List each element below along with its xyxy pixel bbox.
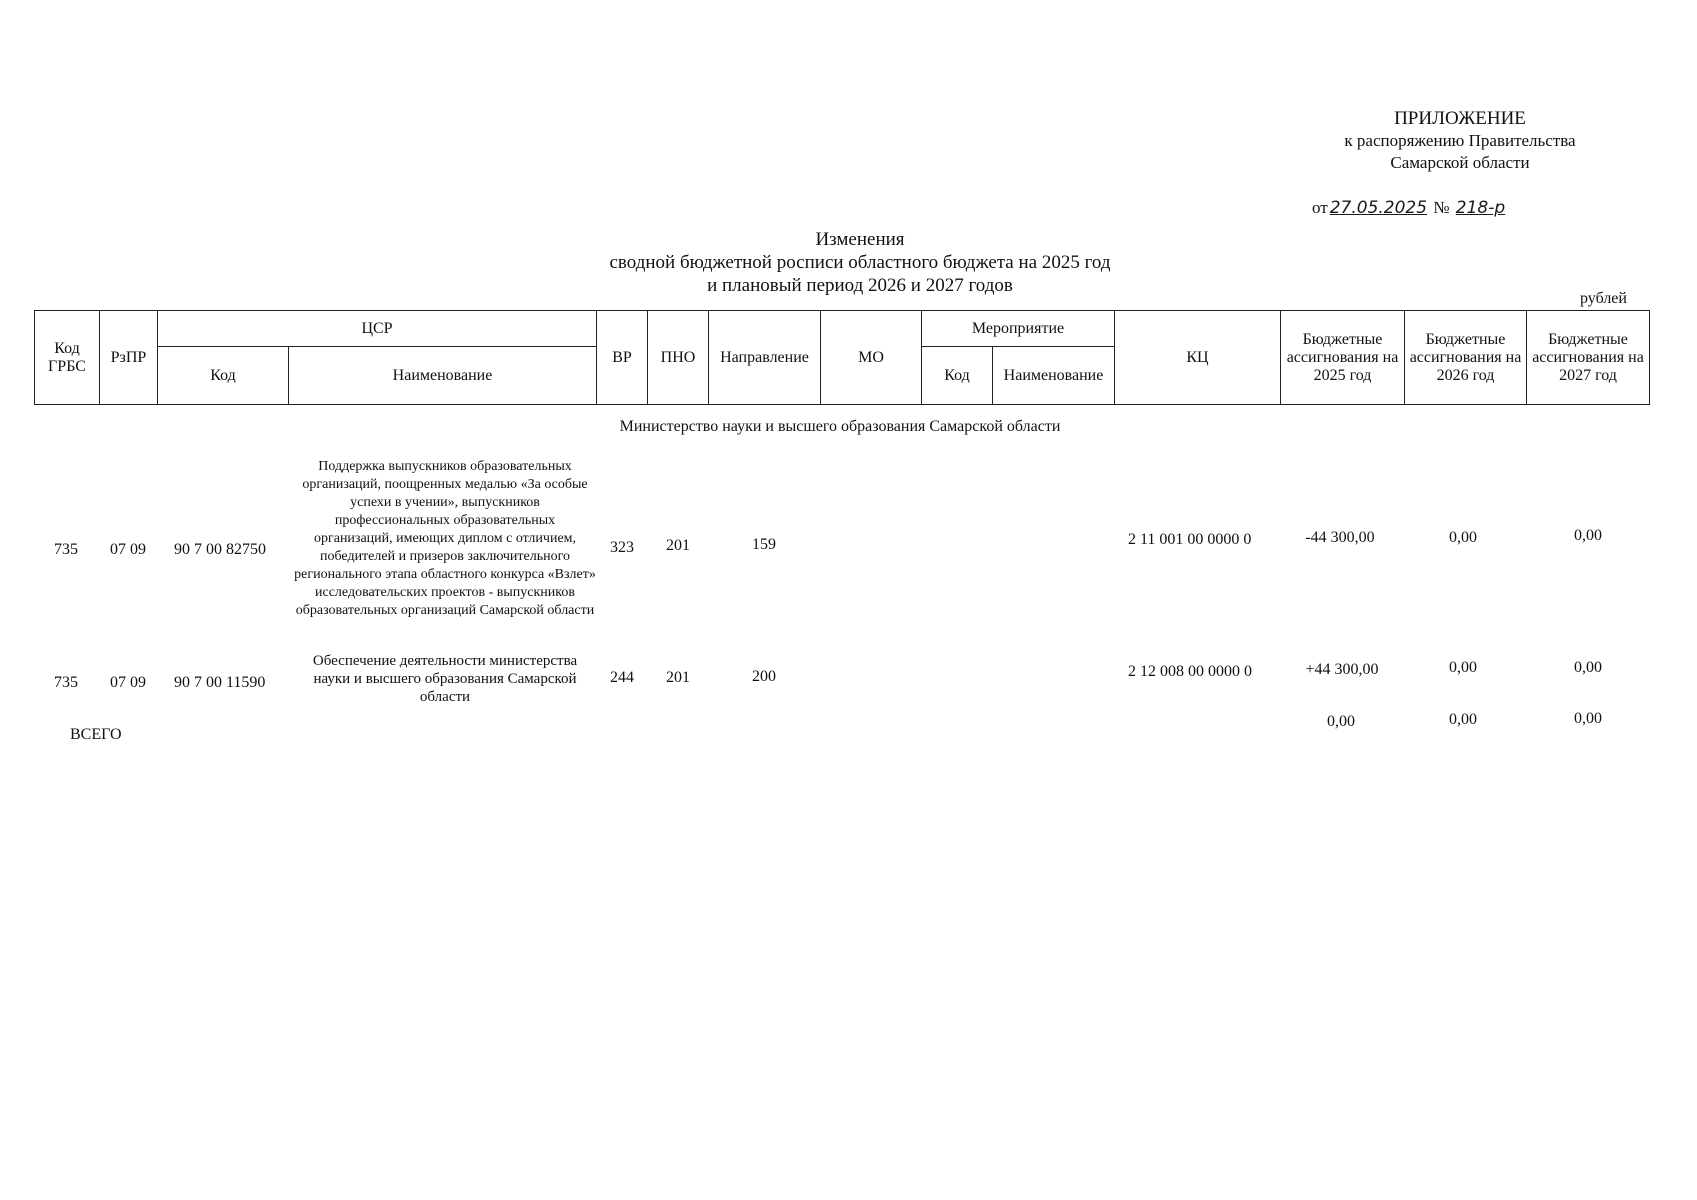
appendix-block — [1260, 108, 1660, 174]
header-mer-name: Наименование — [993, 347, 1115, 405]
header-csr-kod: Код — [158, 347, 289, 405]
header-2025: Бюджетные ассигнования на 2025 год — [1281, 311, 1405, 405]
appendix-title: ПРИЛОЖЕНИЕ — [1394, 108, 1526, 129]
order-date: 27.05.2025 — [1329, 198, 1428, 218]
document-title — [560, 228, 1160, 297]
row-name: Обеспечение деятельности министерства науки и высшего образования Самарской области — [312, 653, 578, 705]
row-2026: 0,00 — [1449, 659, 1477, 676]
row-kc: 2 11 001 00 0000 0 — [1128, 531, 1252, 548]
header-napravlenie: Направление — [709, 311, 821, 405]
unit-label: рублей — [1580, 290, 1627, 307]
row-rzpr: 07 09 — [110, 541, 146, 558]
appendix-line-1: к распоряжению Правительства — [1344, 131, 1576, 150]
row-2025: +44 300,00 — [1305, 661, 1379, 678]
header-2027: Бюджетные ассигнования на 2027 год — [1527, 311, 1650, 405]
row-name: Поддержка выпускников образовательных организаций, поощренных медалью «За особые успехи в учении», выпускников профессиональных образовательных организаций, имеющих диплом с отличием, победителей и призеров заключительного регионального этапа областного конкурса «Взлет» исследовательских проектов - выпускников образовательных организаций Самарской области — [294, 459, 596, 618]
order-prefix: от — [1312, 198, 1328, 217]
row-napr: 159 — [752, 536, 776, 553]
row-2026: 0,00 — [1449, 529, 1477, 546]
row-2027: 0,00 — [1574, 527, 1602, 544]
total-2025: 0,00 — [1327, 713, 1355, 730]
row-vr: 323 — [610, 539, 634, 556]
title-line-3: и плановый период 2026 и 2027 годов — [707, 275, 1013, 296]
row-2025: -44 300,00 — [1305, 529, 1375, 546]
order-reference — [1312, 198, 1507, 218]
ministry-heading: Министерство науки и высшего образования Самарской области — [619, 418, 1061, 435]
row-vr: 244 — [610, 669, 634, 686]
title-line-2: сводной бюджетной росписи областного бюджета на 2025 год — [609, 252, 1111, 273]
appendix-line-2: Самарской области — [1390, 153, 1530, 172]
header-csr: ЦСР — [158, 311, 597, 347]
row-csr: 90 7 00 82750 — [174, 541, 266, 558]
row-grbs: 735 — [54, 541, 78, 558]
order-number-sign: № — [1433, 198, 1450, 217]
total-2027: 0,00 — [1574, 710, 1602, 727]
header-mer-kod: Код — [922, 347, 993, 405]
total-label: ВСЕГО — [70, 726, 122, 743]
row-pno: 201 — [666, 669, 690, 686]
header-pno: ПНО — [648, 311, 709, 405]
header-vr: ВР — [597, 311, 648, 405]
header-kod-grbs: Код ГРБС — [35, 311, 100, 405]
header-2026: Бюджетные ассигнования на 2026 год — [1405, 311, 1527, 405]
header-table — [34, 310, 1650, 405]
row-kc: 2 12 008 00 0000 0 — [1128, 663, 1252, 680]
header-meropriyatie: Мероприятие — [922, 311, 1115, 347]
order-number: 218-р — [1455, 198, 1506, 218]
header-mo: МО — [821, 311, 922, 405]
total-2026: 0,00 — [1449, 711, 1477, 728]
row-grbs: 735 — [54, 674, 78, 691]
row-2027: 0,00 — [1574, 659, 1602, 676]
header-kc: КЦ — [1115, 311, 1281, 405]
row-rzpr: 07 09 — [110, 674, 146, 691]
row-csr: 90 7 00 11590 — [174, 674, 266, 691]
row-pno: 201 — [666, 537, 690, 554]
header-csr-name: Наименование — [289, 347, 597, 405]
title-line-1: Изменения — [815, 229, 905, 250]
row-napr: 200 — [752, 668, 776, 685]
header-rzpr: РзПР — [100, 311, 158, 405]
